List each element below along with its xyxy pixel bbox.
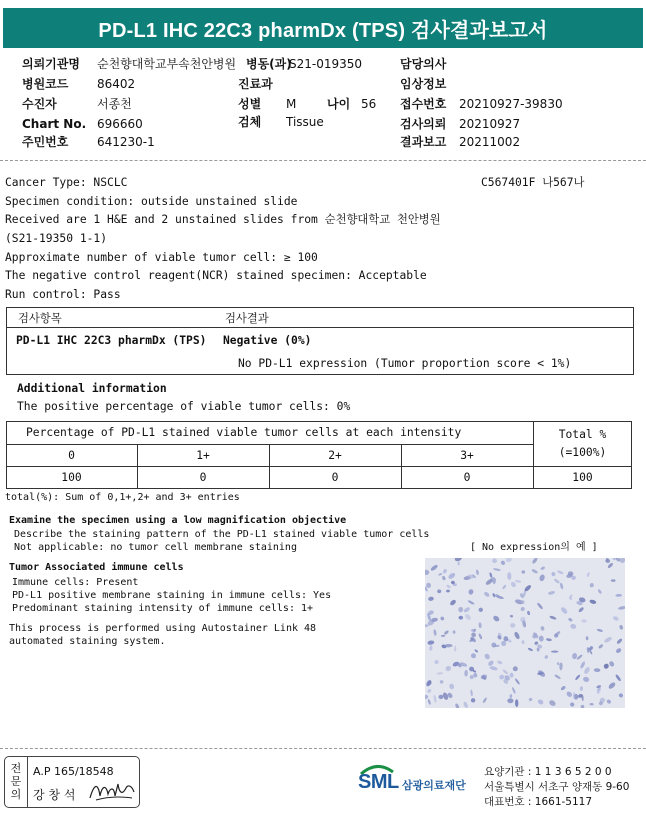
specimen-value: Tissue — [286, 115, 324, 129]
level-1plus: 1+ — [196, 449, 210, 462]
nucleus — [551, 651, 559, 653]
age-value: 56 — [361, 97, 377, 111]
sex-label: 성별 — [238, 97, 262, 111]
sml-logo-text: SML — [358, 771, 399, 793]
additional-heading: Additional information — [17, 382, 167, 395]
dept-value: S21-019350 — [289, 57, 363, 71]
clinical-info-label: 임상정보 — [400, 77, 447, 91]
header-divider — [0, 160, 646, 161]
stamp-label: 전문의 — [10, 762, 22, 801]
result-expression: No PD-L1 expression (Tumor proportion score < 1%) — [238, 357, 572, 370]
total-header-1: Total % — [558, 428, 607, 441]
total-header-2: (=100%) — [558, 446, 607, 459]
value-0: 100 — [61, 471, 82, 484]
intensity-row-divider — [6, 466, 632, 467]
ap-number: A.P 165/18548 — [33, 765, 114, 778]
received-ref: (S21-19350 1-1) — [5, 232, 108, 245]
additional-text: The positive percentage of viable tumor cells: 0% — [17, 400, 351, 413]
intensity-footnote: total(%): Sum of 0,1+,2+ and 3+ entries — [5, 492, 240, 503]
report-title: PD-L1 IHC 22C3 pharmDx (TPS) 검사결과보고서 — [3, 8, 643, 48]
intensity-header: Percentage of PD-L1 stained viable tumor cells at each intensity — [26, 426, 462, 439]
immune-line1: Immune cells: Present — [12, 577, 139, 588]
age-label: 나이 — [327, 97, 351, 111]
department-label: 진료과 — [238, 77, 273, 91]
dept-label: 병동(과) — [246, 57, 292, 71]
report-value: 20211002 — [459, 135, 521, 149]
nucleus — [504, 636, 509, 641]
immune-line3: Predominant staining intensity of immune cells: 1+ — [12, 603, 314, 614]
process-line2: automated staining system. — [9, 636, 166, 647]
result-value: Negative (0%) — [223, 334, 312, 347]
result-table-divider — [6, 327, 634, 328]
immune-line2: PD-L1 positive membrane staining in immune cells: Yes — [12, 590, 332, 601]
nucleus — [459, 616, 464, 620]
report-label: 결과보고 — [400, 135, 447, 149]
signature-graphic — [88, 778, 136, 804]
id-label: 주민번호 — [22, 135, 69, 149]
level-3plus: 3+ — [460, 449, 474, 462]
institution-label: 의뢰기관명 — [22, 57, 80, 71]
request-label: 검사의뢰 — [400, 117, 447, 131]
examine-line2: Not applicable: no tumor cell membrane staining — [14, 542, 297, 553]
signature-box-divider — [27, 756, 28, 808]
level-2plus: 2+ — [328, 449, 342, 462]
level-0: 0 — [68, 449, 75, 462]
result-item: PD-L1 IHC 22C3 pharmDx (TPS) — [16, 334, 207, 347]
col-result-header: 검사결과 — [225, 312, 269, 325]
sample-code: C567401F 나567나 — [481, 176, 585, 189]
patient-value: 서종천 — [97, 97, 132, 111]
specimen-condition: Specimen condition: outside unstained slide — [5, 195, 298, 208]
hospital-code-value: 86402 — [97, 77, 136, 91]
org-name: 삼광의료재단 — [402, 779, 466, 792]
immune-heading: Tumor Associated immune cells — [9, 562, 184, 573]
run-control: Run control: Pass — [5, 288, 121, 301]
process-line1: This process is performed using Autostainer Link 48 — [9, 623, 317, 634]
patient-label: 수진자 — [22, 97, 57, 111]
value-3plus: 0 — [463, 471, 471, 484]
value-2plus: 0 — [331, 471, 339, 484]
chart-label: Chart No. — [22, 117, 87, 131]
address: 서울특별시 서초구 양재동 9-60 — [484, 781, 630, 793]
value-1plus: 0 — [199, 471, 207, 484]
sex-value: M — [286, 97, 297, 111]
receipt-value: 20210927-39830 — [459, 97, 563, 111]
received-text: Received are 1 H&E and 2 unstained slides from 순천향대학교 천안병원 — [5, 213, 441, 226]
care-institution: 요양기관 : 1 1 3 6 5 2 0 0 — [484, 766, 612, 778]
id-value: 641230-1 — [97, 135, 155, 149]
microscopy-image — [425, 558, 625, 708]
institution-value: 순천향대학교부속천안병원 — [97, 57, 237, 71]
request-value: 20210927 — [459, 117, 521, 131]
viable-cells: Approximate number of viable tumor cell: ≥ 100 — [5, 251, 318, 264]
pathologist-name: 강 창 석 — [33, 788, 76, 802]
image-caption: [ No expression의 예 ] — [470, 542, 598, 553]
value-total: 100 — [572, 471, 593, 484]
footer-divider — [0, 748, 646, 749]
examine-heading: Examine the specimen using a low magnification objective — [9, 515, 347, 526]
doctor-label: 담당의사 — [400, 57, 447, 71]
ncr-text: The negative control reagent(NCR) stained specimen: Acceptable — [5, 269, 427, 282]
col-item-header: 검사항목 — [18, 312, 62, 325]
chart-value: 696660 — [97, 117, 143, 131]
phone: 대표번호 : 1661-5117 — [484, 796, 593, 808]
examine-line1: Describe the staining pattern of the PD-L1 stained viable tumor cells — [14, 529, 430, 540]
cancer-type: Cancer Type: NSCLC — [5, 176, 128, 189]
receipt-label: 접수번호 — [400, 97, 447, 111]
hospital-code-label: 병원코드 — [22, 77, 69, 91]
specimen-label: 검체 — [238, 115, 262, 129]
